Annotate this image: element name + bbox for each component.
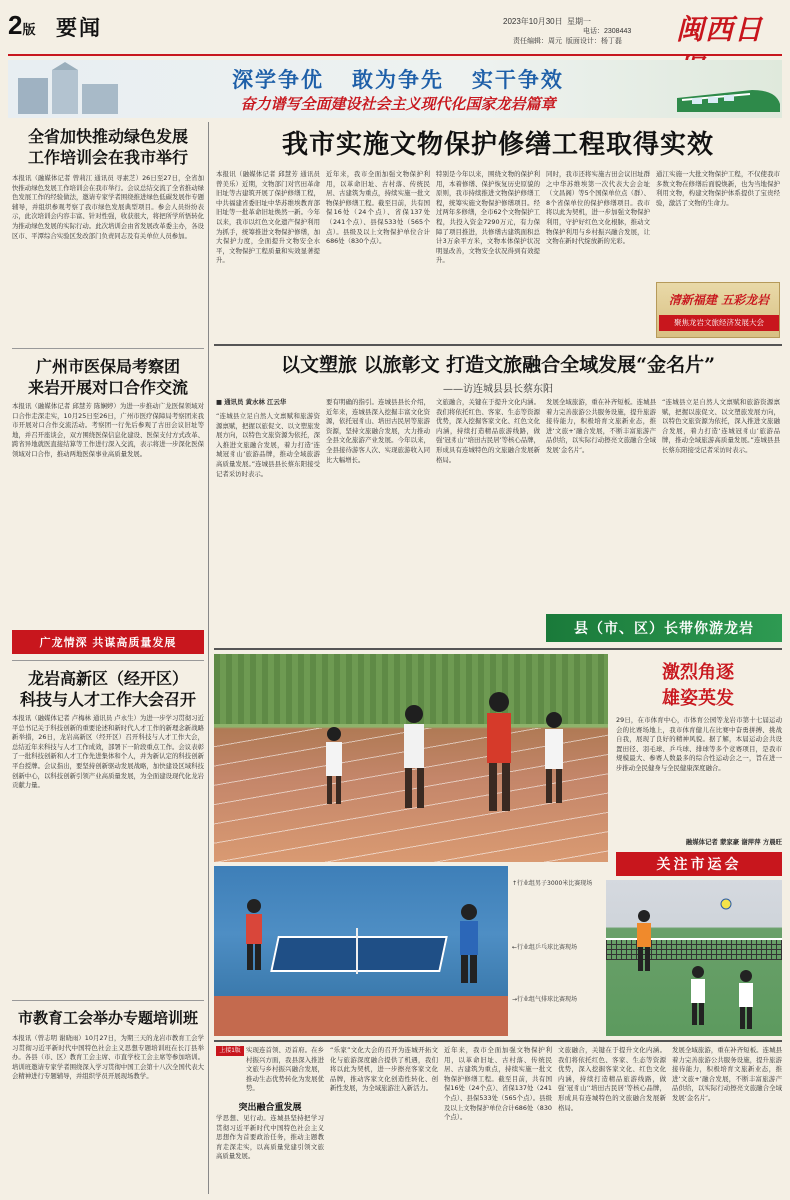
banner-skyline-icon [8,60,128,118]
divider [12,660,204,661]
section-title: 要闻 [56,15,102,40]
county-banner-text: 县（市、区）长带你游龙岩 [574,621,754,637]
story-green-dev-body: 本报讯（融媒体记者 曾莉江 通讯员 寻素芝）26日至27日，全省加快推动绿色发展工作培训会在我市举行。会议总结交流了全省推动绿色发展工作的经验做法，邀请专家学者围绕推进绿色低碳发展作专题辅导，并组织参观考察了我市绿色发展典型项目。参会人员纷纷表示，此次培训会内容丰富、针对性强，收获很大，将把所学所悟转化为推动绿色发展的实际行动。此次培训会由省发展改革委主办，各设区市、平潭综合实验区发改部门负责同志及有关单位人员参加。 [12,174,204,240]
divider [214,648,782,650]
ad-line-2: 聚焦龙岩文旅经济发展大会 [659,315,779,331]
masthead-logo: 闽西日 [676,13,764,46]
sports-photo-running [214,654,608,862]
feature-paragraph-3: 文旅融合，关键在于提升文化内涵。我们将依托红色、客家、生态等资源优势，深入挖掘客家文化、红色文化内涵，持续打造精品旅游线路，做强‘冠豸山’‘培田古民居’等核心品牌，形成具有连城特色的文旅融合发展新格局。 [436,398,540,464]
feature-story-subtitle: ——访连城县县长蔡东阳 [443,384,553,395]
page-number: 2版 [8,10,36,40]
bottom-body-e: 文旅融合，关键在于提升文化内涵。我们将依托红色、客家、生态等资源优势，深入挖掘客家文化、红色文化内涵，持续打造精品旅游线路，做强‘冠豸山’‘培田古民居’等核心品牌，形成具有连城特色的文旅融合发展新格局。 [558,1046,666,1112]
header-rule [8,54,782,56]
story-hightech-title: 龙岩高新区（经开区） 科技与人才工作大会召开 [19,669,196,709]
lead-paragraph-2: 近年来，我市全面加强文物保护利用，以革命旧址、古村落、传统民居、古建筑为重点，持续实施一批文物保护修缮工程。截至目前，共有国保16处（24个点）、省保137处（241个点）、县保533处（565个点）。县级及以上文物保护单位合计686处（830个点）。 [326,170,430,246]
sports-photo-volleyball [606,880,782,1036]
banner-subtitle: 奋力谱写全面建设社会主义现代化国家龙岩篇章 [240,95,556,113]
divider [214,1040,782,1042]
county-banner [546,614,782,642]
sports-banner: 关注市运会 [616,852,782,876]
banner-slogan: 深学争优 敢为争先 实干争效 [232,67,564,92]
lead-paragraph-1: 本报讯（融媒体记者 邱慧芳 通讯员 曾美乐）近期，文物部门对官田革命旧址等古建筑开展了保护修缮工程，中共福建省委旧址中华苏维埃教育部旧址等一批革命旧址焕然一新。今年以来，我市以红色文化遗产保护利用为抓手，统筹推进文物保护修缮，加大保护力度，全面提升文物安全水平，文物保护工程质量和实效显著提升。 [216,170,320,265]
top-banner [8,60,782,118]
bottom-body-a: 实现连首领、迈首府。在乡村振兴方面，我县深入推进文旅与乡村振兴融合发展，推动生态优势转化为发展优势。 [246,1046,324,1093]
caption-pingpong: ←行业组乒乓球比赛现场 [512,944,578,951]
arena-floor [214,996,508,1036]
lead-paragraph-4: 同时，我市还将实施古田会议旧址群之中华苏维埃第一次代表大会会址（文昌阁）等5个国保单位点（群）、8个省保单位的保护修缮项目。我市将以此为契机，进一步加强文物保护利用，守护好红色文化根脉，推动文物保护利用与乡村振兴融合发展，让文物在新时代绽放新的光彩。 [546,170,650,246]
page-header [8,6,782,58]
bottom-body-f: 发展全域旅游，重在补齐短板。连城县着力完善旅游公共服务设施，提升旅游接待能力，积极培育文旅新业态，推进‘文旅+’融合发展，不断丰富旅游产品供给，以实际行动擦亮文旅融合全域发展‘金名片’。 [672,1046,782,1102]
tourism-ad-banner [656,282,780,338]
story-green-dev-title: 全省加快推动绿色发展 工作培训会在我市举行 [27,127,188,167]
bottom-body-b: 学思想、见行动。连城县坚持把学习贯彻习近平新时代中国特色社会主义思想作为首要政治任务，推动主题教育走深走实，以高质量党建引领文旅高质量发展。 [216,1114,324,1161]
bottom-body-c: “乐家”文化大会的召开为连城开拓文化与旅游深度融合提供了机遇，我们将以此为契机，进一步擦亮客家文化品牌，推动客家文化创造性转化、创新性发展，为全域旅游注入新活力。 [330,1046,438,1093]
left-column-divider [208,122,209,1194]
story-union-title: 市教育工会举办专题培训班 [17,1009,198,1027]
feature-paragraph-4: 发展全域旅游，重在补齐短板。连城县着力完善旅游公共服务设施，提升旅游接待能力，积极培育文旅新业态，推进‘文旅+’融合发展，不断丰富旅游产品供给，以实际行动擦亮文旅融合全域发展‘金名片’。 [546,398,656,454]
bottom-body-d: 近年来，我市全面加强文物保护利用，以革命旧址、古村落、传统民居、古建筑为重点，持续实施一批文物保护修缮工程。截至目前，共有国保16处（24个点）、省保137处（241个点）、县保533处（565个点）。县级及以上文物保护单位合计686处（830个点）。 [444,1046,552,1122]
page-label: 版 [22,22,36,37]
banner-train-icon [672,60,782,118]
date-line: 2023年10月30日 星期一 [503,17,592,26]
lead-paragraph-5: 通江实施一大批文物保护工程，不仅使我市多数文物在修缮后面貌焕新，也为当地保护利用文物，构建文物保护体系提供了宝贵经验，激活了文物的生命力。 [656,170,780,207]
sports-byline: 融媒体记者 蒙家豪 谢萍萍 方晨旺 [685,838,782,846]
sports-story-title: 激烈角逐 雄姿英发 [662,662,734,709]
feature-paragraph-5: “连城县立足自然人文禀赋和旅游资源禀赋，把握以旅促文、以文塑旅发展方向，以特色文旅资源为依托，深入推进文旅融合发展，着力打造‘连城冠豸山’旅游品牌，推动全域旅游高质量发展。”连城县县长蔡东阳接受记者采访时表示。 [662,398,780,454]
volleyball-players-icon [606,880,782,1036]
continued-tag: 上接1版 [216,1046,244,1056]
feature-paragraph-2: 要有明确的指引。连城县县长介绍，近年来，连城县深入挖掘丰富文化资源，依托冠豸山、培田古民居等旅游资源，坚持文旅融合发展，大力推动全县文化旅游产业发展。今年以来，全县接待游客人次、实现旅游收入同比大幅增长。 [326,398,430,464]
caption-running: ↑行业组男子3000米比赛现场 [512,880,593,887]
bottom-subhead: 突出融合重发展 [238,1103,302,1113]
caption-volleyball: →行业组气排球比赛现场 [512,996,578,1003]
story-union-body: 本报讯（曾志明 谢晓雨）10月27日，为期三天的龙岩市教育工会学习贯彻习近平新时代中国特色社会主义思想专题培训班在长汀县举办。各县（市、区）教育工会主席、市直学校工会主席等参加培训。培训班邀请专家学者围绕深入学习贯彻中国工会第十八次全国代表大会精神进行专题辅导，并组织学员开展现场教学。 [12,1034,204,1081]
ad-line-1: 清新福建 五彩龙岩 [668,293,770,307]
divider [12,1000,204,1001]
feature-byline: ■ 通讯员 黄水林 江云华 [216,398,287,406]
phone-line: 电话：2308443 [583,28,632,35]
lead-story-title: 我市实施文物保护修缮工程取得实效 [281,130,714,160]
story-guangzhou-body: 本报讯（融媒体记者 邱慧芳 陈娴婷）为进一步推动广龙医保领域对口合作走深走实，10月25日至26日，广州市医疗保障局考察团来我市开展对口合作交流活动。考察团一行先后参观了古田会议旧址等地，并召开座谈会，双方围绕医保信息化建设、医保支付方式改革、跨省异地就医直接结算等工作进行深入交流，表示将进一步深化医保领域对口合作，推动两地医保事业高质量发展。 [12,402,204,458]
guanglong-banner: 广龙情深 共谋高质量发展 [12,630,204,654]
story-guangzhou-title: 广州市医保局考察团 来岩开展对口合作交流 [27,357,188,397]
sports-story-body: 29日，在市体育中心，市体育公园等龙岩市第十七届运动会的比赛场地上，我市体育健儿在比赛中奋勇拼搏、挑战自我，展现了良好的精神风貌。据了解，本届运动会共设置田径、羽毛球、乒乓球、排球等多个竞赛项目，是我市规模最大、参赛人数最多的综合性运动会之一，旨在进一步推动全民健身与全民健康深度融合。 [616,716,782,772]
lead-paragraph-3: 特别是今年以来，围绕文物的保护利用，本着修缮、保护恢复历史原貌的原则，我市持续推进文物保护修缮工程，统筹实施文物保护修缮项目。经过两年多修缮，全市62个文物保护工程，共投入资金7290万元，有力保障了项目推进，共修缮古建筑面积总计3万余平方米，文物本体保护状况明显改善，文物安全状况得到有效提升。 [436,170,540,265]
runners-figures-icon [214,654,608,862]
divider [214,344,782,346]
sports-photo-pingpong [214,866,508,1036]
feature-story-title: 以文塑旅 以旅彰文 打造文旅融合全域发展“金名片” [280,354,716,376]
feature-paragraph-1: “连城县立足自然人文禀赋和旅游资源禀赋，把握以旅促文、以文塑旅发展方向，以特色文旅资源为依托，深入推进文旅融合发展，着力打造‘连城冠豸山’旅游品牌，推动全域旅游高质量发展。”连城县县长蔡东阳接受记者采访时表示。 [216,412,320,478]
editor-line: 责任编辑：周元 版面设计：杨丁磊 [513,38,622,45]
story-hightech-body: 本报讯（融媒体记者 卢梅林 通讯员 卢永生）为进一步学习贯彻习近平总书记关于科技创新的重要论述和新时代人才工作的新理念新战略新举措，26日，龙岩高新区（经开区）召开科技与人才工作大会，总结近年来科技与人才工作成效，部署下一阶段重点工作。会议表彰了一批科技创新和人才工作先进集体和个人，并为新认定的科技创新平台授牌。会议指出，要坚持创新驱动发展战略，加快建设区域科技创新中心，以科技创新引领产业高质量发展，为全面建设现代化龙岩贡献力量。 [12,714,204,790]
divider [12,348,204,349]
